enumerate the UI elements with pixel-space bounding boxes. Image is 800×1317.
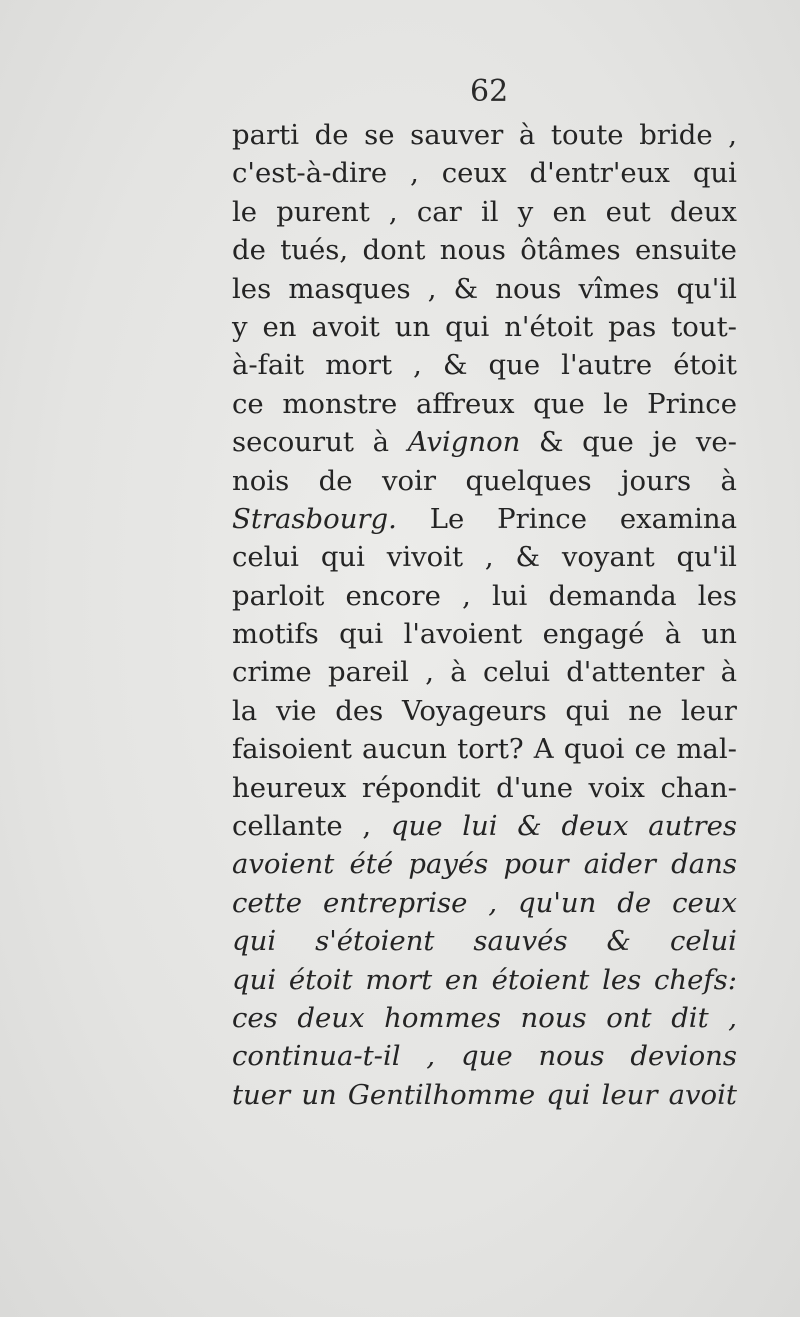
text-line: parloit encore , lui demanda les xyxy=(232,579,737,612)
text-line: c'est-à-dire , ceux d'entr'eux qui xyxy=(232,157,737,190)
text-line: nois de voir quelques jours à xyxy=(232,464,737,497)
text-line: cellante , que lui & deux autres xyxy=(232,810,737,843)
text-line: heureux répondit d'une voix chan- xyxy=(232,771,737,804)
text-line: crime pareil , à celui d'attenter à xyxy=(232,656,737,689)
text-line: qui étoit mort en étoient les chefs: xyxy=(232,963,737,996)
text-line: de tués, dont nous ôtâmes ensuite xyxy=(232,234,737,267)
text-line: à-fait mort , & que l'autre étoit xyxy=(232,349,737,382)
text-line: qui s'étoient sauvés & celui xyxy=(232,925,737,958)
text-line: ces deux hommes nous ont dit , xyxy=(232,1001,737,1034)
text-line: motifs qui l'avoient engagé à un xyxy=(232,618,737,651)
text-line: parti de se sauver à toute bride , xyxy=(232,119,737,151)
text-line: ce monstre affreux que le Prince xyxy=(232,387,737,420)
text-line: avoient été payés pour aider dans xyxy=(232,848,737,881)
text-line: continua-t-il , que nous devions xyxy=(232,1040,737,1073)
text-line: cette entreprise , qu'un de ceux xyxy=(232,886,737,919)
page-number: 62 xyxy=(470,74,509,109)
text-line: Strasbourg. Le Prince examina xyxy=(232,502,737,535)
text-line: secourut à Avignon & que je ve- xyxy=(232,426,737,459)
text-line: les masques , & nous vîmes qu'il xyxy=(232,272,737,305)
text-line: y en avoit un qui n'étoit pas tout- xyxy=(232,310,737,343)
body-text xyxy=(232,116,737,1114)
text-line: faisoient aucun tort? A quoi ce mal- xyxy=(232,733,737,766)
text-line: la vie des Voyageurs qui ne leur xyxy=(232,694,737,727)
text-line: le purent , car il y en eut deux xyxy=(232,195,737,228)
text-line: tuer un Gentilhomme qui leur avoit xyxy=(232,1078,737,1111)
text-line: celui qui vivoit , & voyant qu'il xyxy=(232,541,737,574)
